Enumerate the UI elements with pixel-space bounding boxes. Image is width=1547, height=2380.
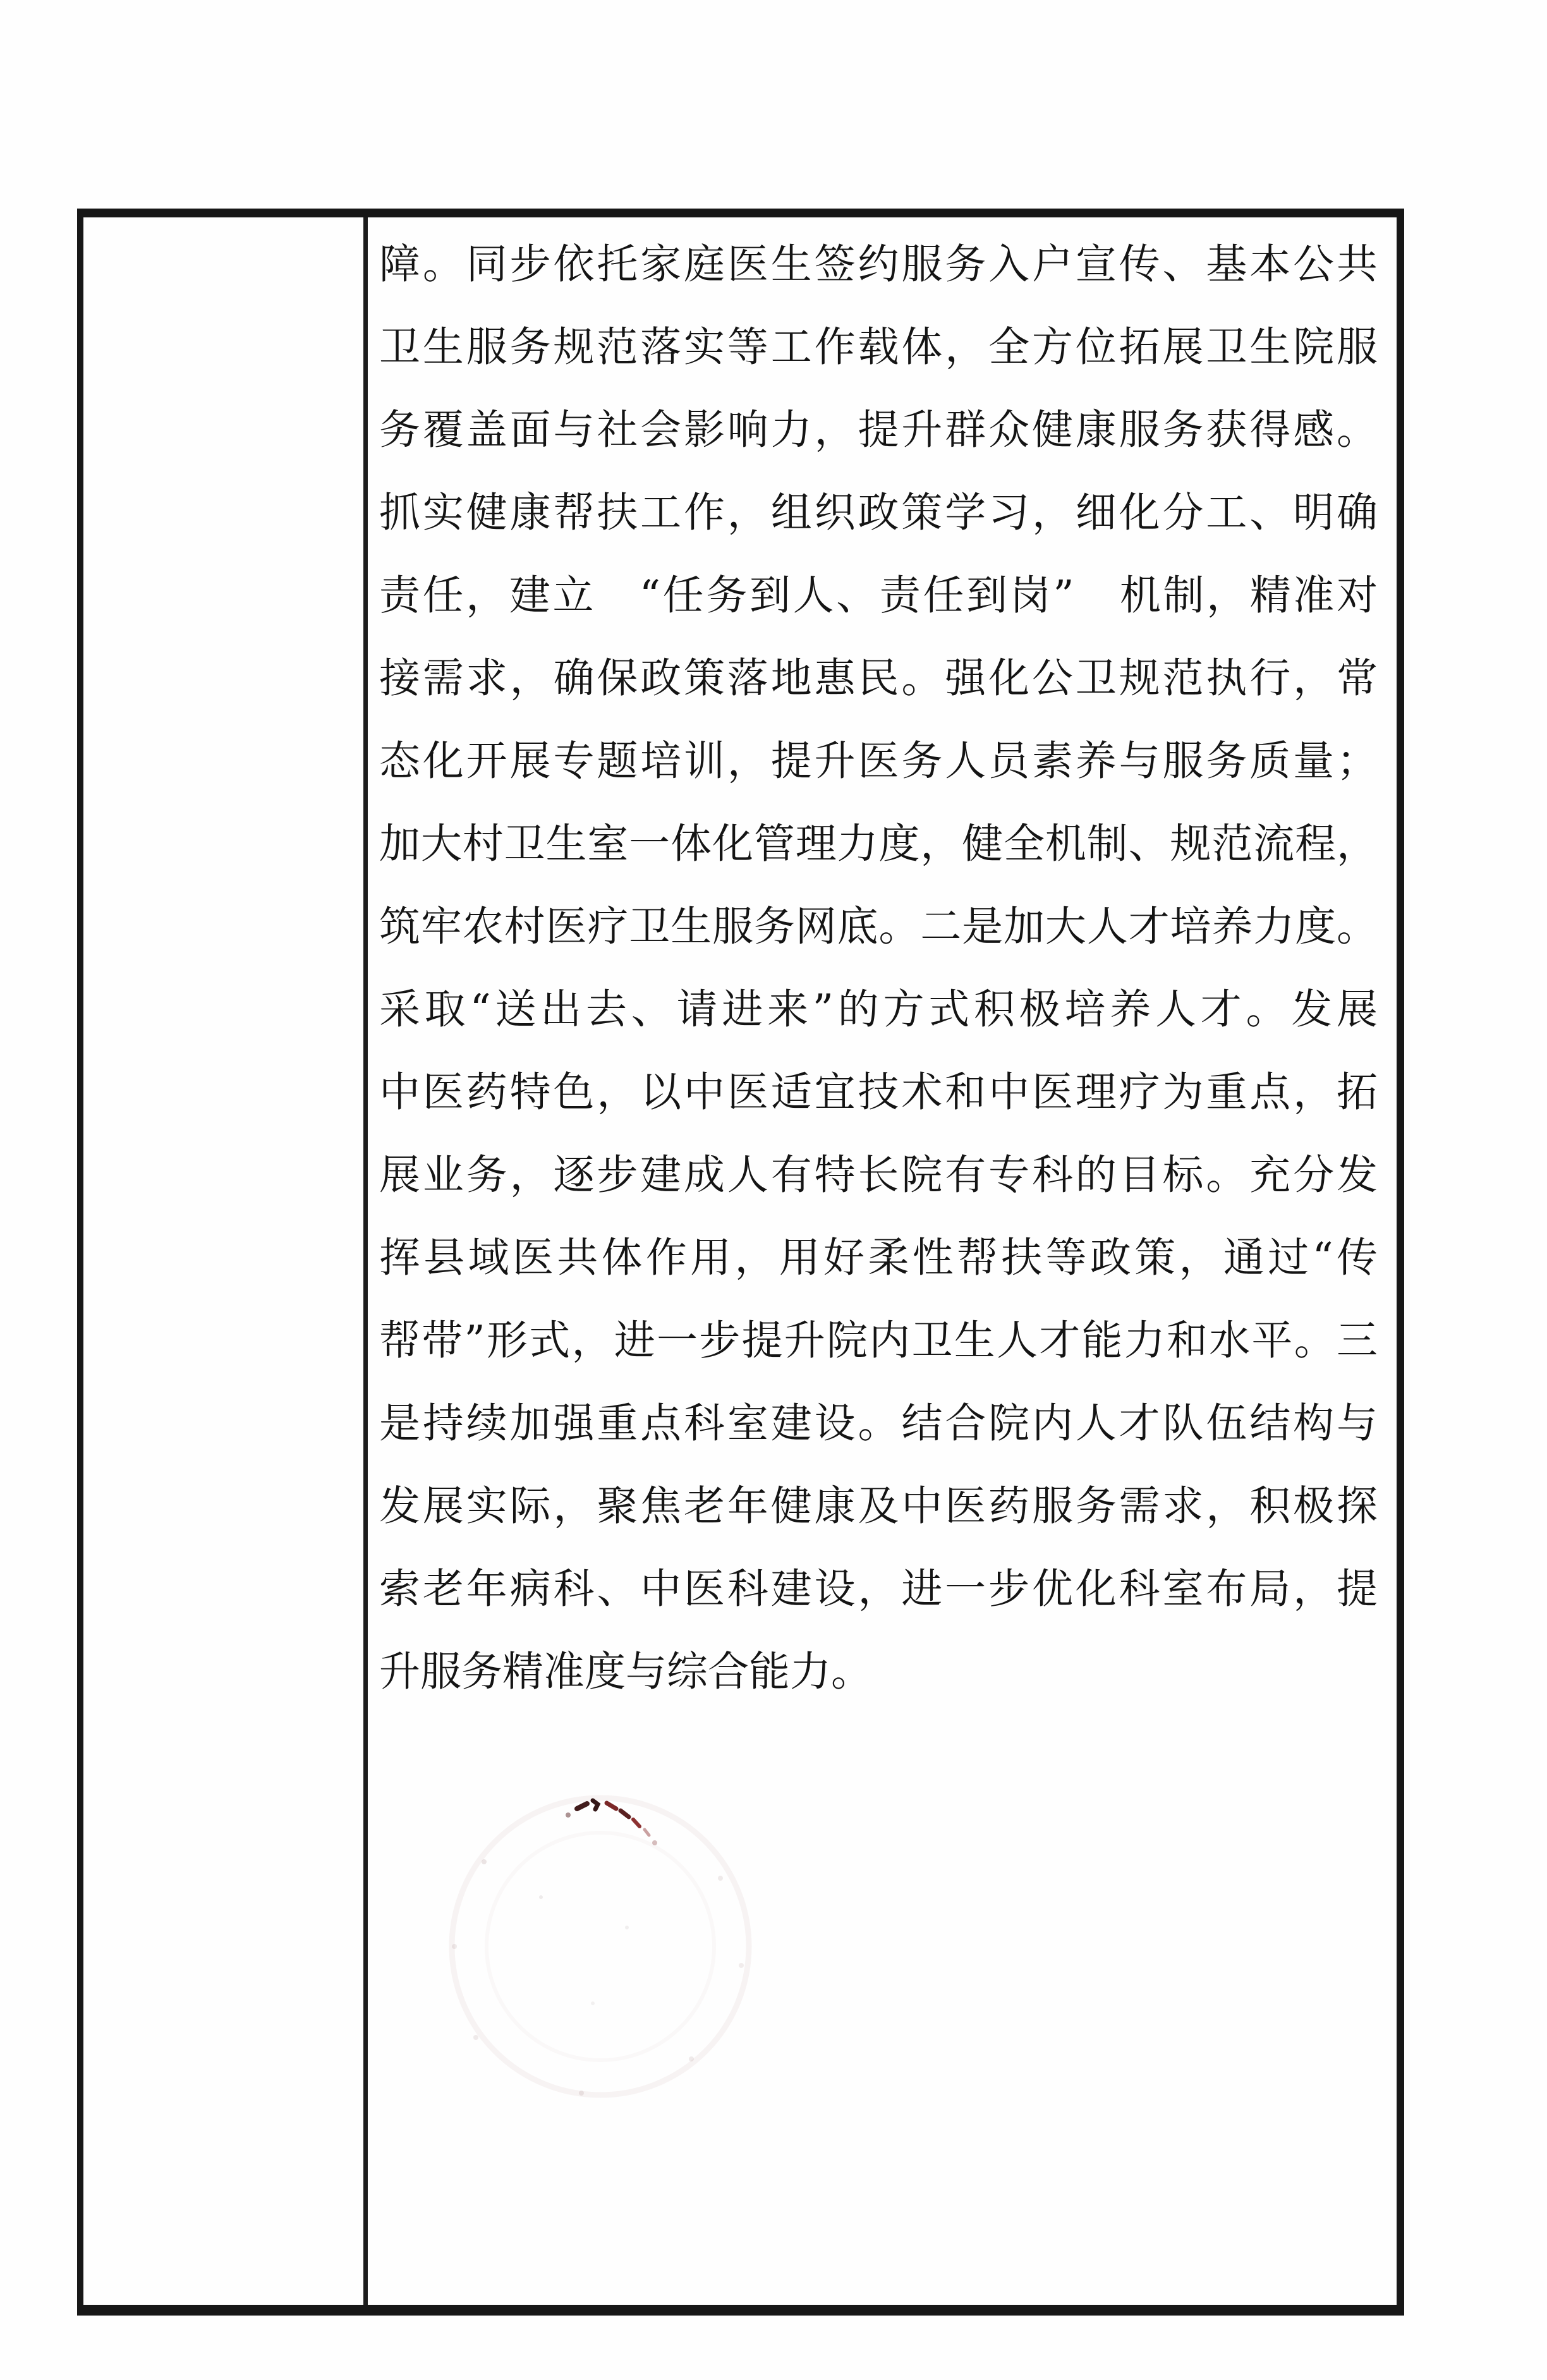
- report-text-line: 挥县域医共体作用，用好柔性帮扶等政策，通过“传: [379, 1234, 1378, 1282]
- report-text-line: 升服务精准度与综合能力。: [379, 1648, 873, 1696]
- table-right-cell: [368, 217, 1397, 2305]
- report-text-line: 态化开展专题培训，提升医务人员素养与服务质量；: [379, 738, 1378, 785]
- faint-red-seal-stamp-icon: [392, 1738, 809, 2155]
- report-text-line: 务覆盖面与社会影响力，提升群众健康服务获得感。: [379, 406, 1378, 454]
- report-text-line: 责任，建立 “任务到人、责任到岗” 机制，精准对: [379, 572, 1378, 619]
- report-text-line: 接需求，确保政策落地惠民。强化公卫规范执行，常: [379, 655, 1378, 702]
- report-text-line: 加大村卫生室一体化管理力度，健全机制、规范流程，: [379, 820, 1378, 868]
- table-left-cell: [83, 217, 368, 2305]
- report-text-line: 中医药特色，以中医适宜技术和中医理疗为重点，拓: [379, 1069, 1378, 1116]
- report-text-line: 展业务，逐步建成人有特长院有专科的目标。充分发: [379, 1151, 1378, 1199]
- report-text-block: [379, 223, 1378, 1713]
- report-text-line: 索老年病科、中医科建设，进一步优化科室布局，提: [379, 1565, 1378, 1613]
- report-text-line: 帮带”形式，进一步提升院内卫生人才能力和水平。三: [379, 1317, 1378, 1364]
- report-text-line: 采取“送出去、请进来”的方式积极培养人才。发展: [379, 986, 1378, 1033]
- report-text-line: 筑牢农村医疗卫生服务网底。二是加大人才培养力度。: [379, 903, 1378, 950]
- report-text-line: 抓实健康帮扶工作，组织政策学习，细化分工、明确: [379, 489, 1378, 537]
- report-table: [77, 209, 1404, 2316]
- report-text-line: 卫生服务规范落实等工作载体，全方位拓展卫生院服: [379, 324, 1378, 371]
- report-text-line: 是持续加强重点科室建设。结合院内人才队伍结构与: [379, 1400, 1378, 1447]
- report-text-line: 发展实际，聚焦老年健康及中医药服务需求，积极探: [379, 1483, 1378, 1530]
- report-text-line: 障。同步依托家庭医生签约服务入户宣传、基本公共: [379, 241, 1378, 288]
